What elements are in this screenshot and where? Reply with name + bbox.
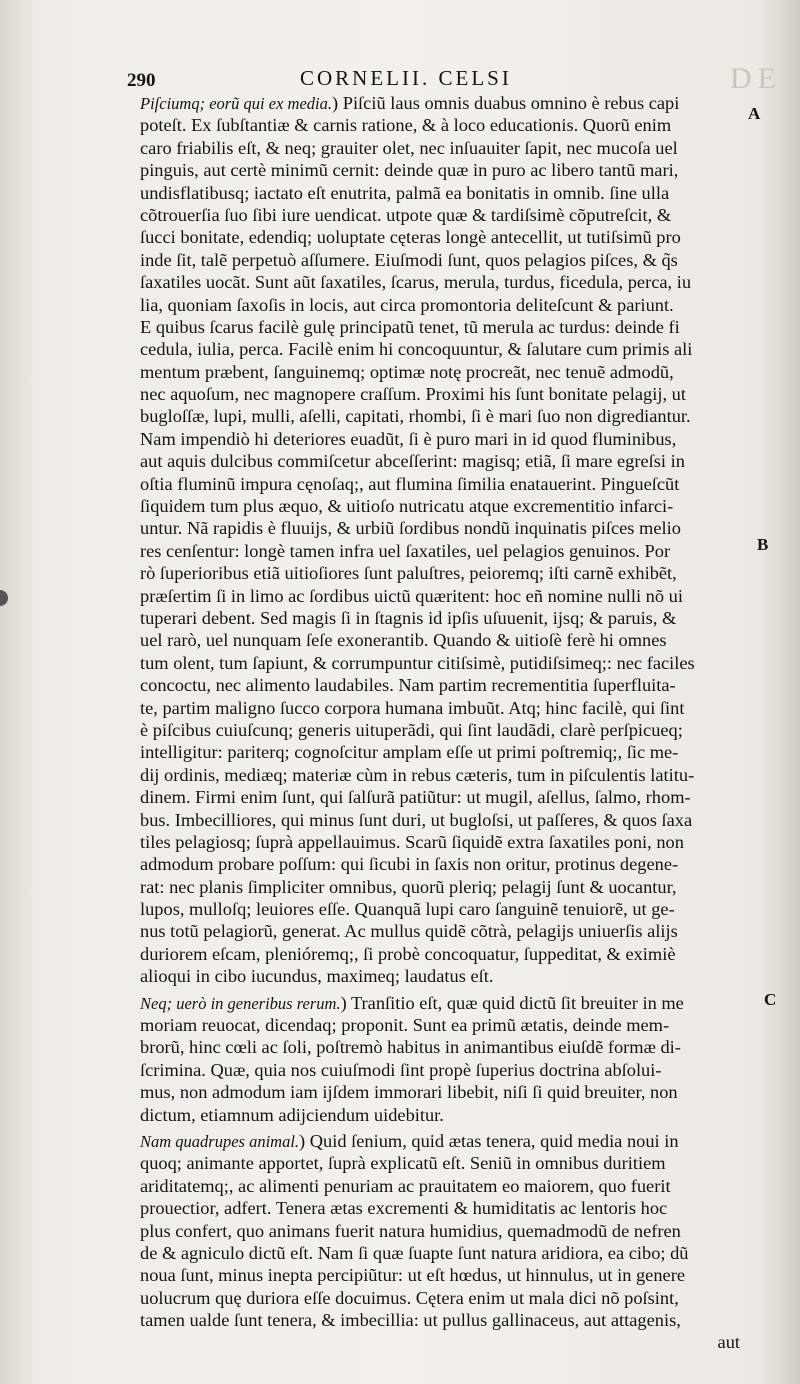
text-line	[140, 831, 740, 853]
text-line	[140, 1059, 740, 1081]
text-line	[140, 853, 740, 875]
margin-letter-a: A	[748, 104, 761, 123]
text-line	[140, 674, 740, 696]
text-line	[140, 1036, 740, 1058]
line-text: pinguis, aut certè minimũ cernit: deinde quæ in puro ac libero tantũ mari,	[140, 160, 679, 181]
text-line	[140, 1242, 740, 1264]
line-text: dij ordinis, mediæq; materiæ cùm in rebus cæteris, tum in piſculentis latitu-	[140, 764, 695, 785]
text-line	[140, 629, 740, 651]
text-line	[140, 1014, 740, 1036]
text-line	[140, 249, 740, 271]
text-line	[140, 271, 740, 293]
text-line	[140, 943, 740, 965]
text-line	[140, 1331, 740, 1353]
bleed-through-text: DE	[730, 62, 782, 95]
line-text: è piſcibus cuiuſcunq; generis uituperãdi, qui ſint laudãdi, clarè perſpicueq;	[140, 719, 683, 740]
text-line	[140, 607, 740, 629]
line-text: cõtrouerſia ſuo ſibi iure uendicat. utpote quæ & tardiſsimè cõputreſcit, &	[140, 204, 672, 225]
text-line	[140, 316, 740, 338]
line-text: ſcrimina. Quæ, quia nos cuiuſmodi ſint propè ſuperius doctrina abſolui-	[140, 1059, 662, 1080]
text-line	[140, 338, 740, 360]
text-line	[140, 361, 740, 383]
lemma: Nam quadrupes animal.	[140, 1131, 300, 1151]
text-line	[140, 1197, 740, 1219]
line-text: alioqui in cibo iucundus, maximeq; laudatus eſt.	[140, 966, 494, 987]
line-text: cedula, iulia, perca. Facilè enim hi concoquuntur, & ſalutare cum primis ali	[140, 339, 693, 360]
line-text: bus. Imbecilliores, qui minus ſunt duri, ut bugloſsi, ut paſſeres, & quos ſaxa	[140, 809, 693, 830]
text-line	[140, 1220, 740, 1242]
text-line	[140, 585, 740, 607]
text-line	[140, 226, 740, 248]
line-text: inde ſit, talẽ perpetuò aſſumere. Eiuſmodi ſunt, quos pelagios piſces, & q̃s	[140, 249, 678, 270]
line-text: tiles pelagiosq; ſuprà appellauimus. Scarũ ſiquidẽ extra ſaxatiles poni, non	[140, 831, 684, 852]
binding-shadow	[0, 590, 8, 606]
line-text: plus confert, quo animans fuerit natura humidius, quemadmodũ de nefren	[140, 1220, 681, 1241]
line-text: bugloſſæ, lupi, mulli, aſelli, capitati, rhombi, ſi è mari ſuo non digrediantur.	[140, 406, 691, 427]
line-text: poteſt. Ex ſubſtantiæ & carnis ratione, & à loco educationis. Quorũ enim	[140, 115, 672, 136]
line-text: nec aquoſum, nec magnopere craſſum. Proximi his ſunt bonitate pelagij, ut	[140, 384, 686, 405]
text-line	[140, 786, 740, 808]
line-text: E quibus ſcarus facilè gulę principatũ tenet, tũ merula ac turdus: deinde fi	[140, 316, 680, 337]
text-line	[140, 428, 740, 450]
line-text: oſtia fluminũ impura cęnoſaq;, aut flumina ſimilia enatauerint. Pingueſcũt	[140, 473, 680, 494]
text-line	[140, 495, 740, 517]
line-text: duriorem eſcam, plenióremq;, ſi probè concoquatur, ſuppeditat, & eximiè	[140, 943, 676, 964]
text-line	[140, 652, 740, 674]
line-text: dictum, etiamnum adijciendum uidebitur.	[140, 1104, 444, 1125]
text-line	[140, 1081, 740, 1103]
running-head: CORNELII. CELSI	[300, 66, 512, 90]
line-text: mentum præbent, ſanguinemq; optimæ notę procreãt, nec tenuẽ admodũ,	[140, 361, 674, 382]
line-text: brorũ, hinc cœli ac ſoli, poſtremò habitus in animantibus eiuſdẽ formæ di-	[140, 1037, 681, 1058]
text-line	[140, 114, 740, 136]
text-line	[140, 920, 740, 942]
text-line	[140, 1309, 740, 1331]
line-text: ſaxatiles uocãt. Sunt aũt ſaxatiles, ſcarus, merula, turdus, ficedula, perca, iu	[140, 272, 692, 293]
lemma: Neq; uerò in generibus rerum.	[140, 993, 341, 1013]
text-line	[140, 517, 740, 539]
line-text: tuperari debent. Sed magis ſi in ſtagnis id ipſis uſuuenit, ijsq; & paruis, &	[140, 607, 677, 628]
line-text: undisflatibusq; iactato eſt enutrita, palmã ea bonitatis in omnib. ſine ulla	[140, 182, 670, 203]
text-line	[140, 764, 740, 786]
line-text: te, partim maligno ſucco corpora humana imbuũt. Atq; hinc facilè, qui ſint	[140, 697, 685, 718]
page-number: 290	[127, 70, 156, 91]
text-line	[140, 741, 740, 763]
text-line	[140, 1130, 740, 1152]
line-text: quoq; animante apportet, ſuprà explicatũ eſt. Seniũ in omnibus duritiem	[140, 1153, 666, 1174]
text-line	[140, 159, 740, 181]
line-text: admodum probare poſſum: qui ſicubi in ſaxis non oritur, protinus degene-	[140, 854, 679, 875]
line-text: aut aquis dulcibus commiſcetur abceſſerint: magisq; etiã, ſi mare egreſsi in	[140, 451, 685, 472]
commentary-text	[140, 92, 740, 1354]
line-text: intelligitur: pariterq; cognoſcitur amplam eſſe ut primi poſtremiq;, ſic me-	[140, 742, 679, 763]
line-text: ) Tranſitio eſt, quæ quid dictũ ſit breuiter in me	[340, 992, 684, 1013]
line-text: ſucci bonitate, edendiq; uoluptate cęteras longè antecellit, ut tutiſsimũ pro	[140, 227, 681, 248]
text-line	[140, 450, 740, 472]
text-line	[140, 473, 740, 495]
line-text: rò ſuperioribus etiã uitioſiores ſunt paluſtres, peioremq; iſti carnẽ exhibẽt,	[140, 563, 677, 584]
text-line	[140, 898, 740, 920]
margin-letter-c: C	[764, 990, 777, 1009]
line-text: ſiquidem tum plus æquo, & uitioſo nutricatu atque excrementitio infarci-	[140, 496, 674, 517]
line-text: nus totũ pelagiorũ, generat. Ac mullus quidẽ cõtrà, pelagijs uniuerſis alijs	[140, 921, 678, 942]
text-line	[140, 719, 740, 741]
line-text: lia, quoniam ſaxoſis in locis, aut circa promontoria deliteſcunt & pariunt.	[140, 294, 674, 315]
text-line	[140, 204, 740, 226]
text-line	[140, 92, 740, 114]
text-line	[140, 809, 740, 831]
text-line	[140, 540, 740, 562]
line-text: ariditatemq;, ac alimenti penuriam ac prauitatem eo maiorem, quo fuerit	[140, 1175, 671, 1196]
line-text: rat: nec planis ſimpliciter omnibus, quorũ pleriq; pelagij ſunt & uocantur,	[140, 876, 677, 897]
text-line	[140, 992, 740, 1014]
text-line	[140, 182, 740, 204]
text-line	[140, 405, 740, 427]
line-text: Nam impendiò hi deteriores euadũt, ſi è puro mari in id quod fluminibus,	[140, 428, 677, 449]
text-line	[140, 1175, 740, 1197]
line-text: prouectior, adfert. Tenera ætas excrementi & humiditatis ac lentoris hoc	[140, 1198, 668, 1219]
text-line	[140, 137, 740, 159]
text-line	[140, 562, 740, 584]
line-text: aut	[717, 1332, 740, 1353]
line-text: untur. Nã rapidis è fluuijs, & urbiũ ſordibus nondũ inquinatis piſces melio	[140, 518, 681, 539]
line-text: concoctu, nec alimento laudabiles. Nam partim recrementitia ſuperfluita-	[140, 675, 676, 696]
line-text: de & agniculo dictũ eſt. Nam ſi quæ ſuapte ſunt natura aridiora, ea cibo; dũ	[140, 1242, 689, 1263]
line-text: uel rarò, uel nunquam ſeſe exonerantib. Quando & uitioſè ferè hi omnes	[140, 630, 667, 651]
line-text: tamen ualde ſunt tenera, & imbecillia: ut pullus gallinaceus, aut attagenis,	[140, 1310, 681, 1331]
text-line	[140, 1152, 740, 1174]
line-text: noua ſunt, minus inepta percipiũtur: ut eſt hœdus, ut hinnulus, ut in genere	[140, 1265, 685, 1286]
line-text: tum olent, tum ſapiunt, & corrumpuntur citiſsimè, putidiſsimeq;: nec faciles	[140, 652, 695, 673]
text-line	[140, 697, 740, 719]
line-text: caro friabilis eſt, & neq; grauiter olet, nec inſuauiter ſapit, nec mucoſa uel	[140, 137, 678, 158]
margin-letter-b: B	[757, 535, 769, 554]
text-line	[140, 876, 740, 898]
line-text: ) Piſciũ laus omnis duabus omnino è rebus capi	[332, 93, 680, 113]
text-line	[140, 1264, 740, 1286]
line-text: moriam reuocat, dicendaq; proponit. Sunt ea primũ ætatis, deinde mem-	[140, 1015, 670, 1036]
line-text: præſertim ſi in limo ac ſordibus uictũ quæritent: hoc eñ nomine nulli nõ ui	[140, 585, 683, 606]
line-text: ) Quid ſenium, quid ætas tenera, quid media noui in	[299, 1130, 679, 1151]
line-text: dinem. Firmi enim ſunt, qui ſalſurã patiũtur: ut mugil, aſellus, ſalmo, rhom-	[140, 787, 691, 808]
text-line	[140, 1287, 740, 1309]
line-text: uolucrum quę duriora eſſe docuimus. Cętera enim ut mala dici nõ poſsint,	[140, 1287, 679, 1308]
text-line	[140, 294, 740, 316]
text-line	[140, 965, 740, 987]
text-line	[140, 383, 740, 405]
lemma: Piſciumq; eorũ qui ex media.	[140, 94, 332, 113]
line-text: lupos, mulloſq; leuiores eſſe. Quanquã lupi caro ſanguinẽ tenuiorẽ, ut ge-	[140, 899, 675, 920]
text-line	[140, 1104, 740, 1126]
line-text: res cenſentur: longè tamen infra uel ſaxatiles, uel pelagios genuinos. Por	[140, 540, 671, 561]
line-text: mus, non admodum iam ijſdem immorari libebit, niſi ſi quid breuiter, non	[140, 1082, 678, 1103]
